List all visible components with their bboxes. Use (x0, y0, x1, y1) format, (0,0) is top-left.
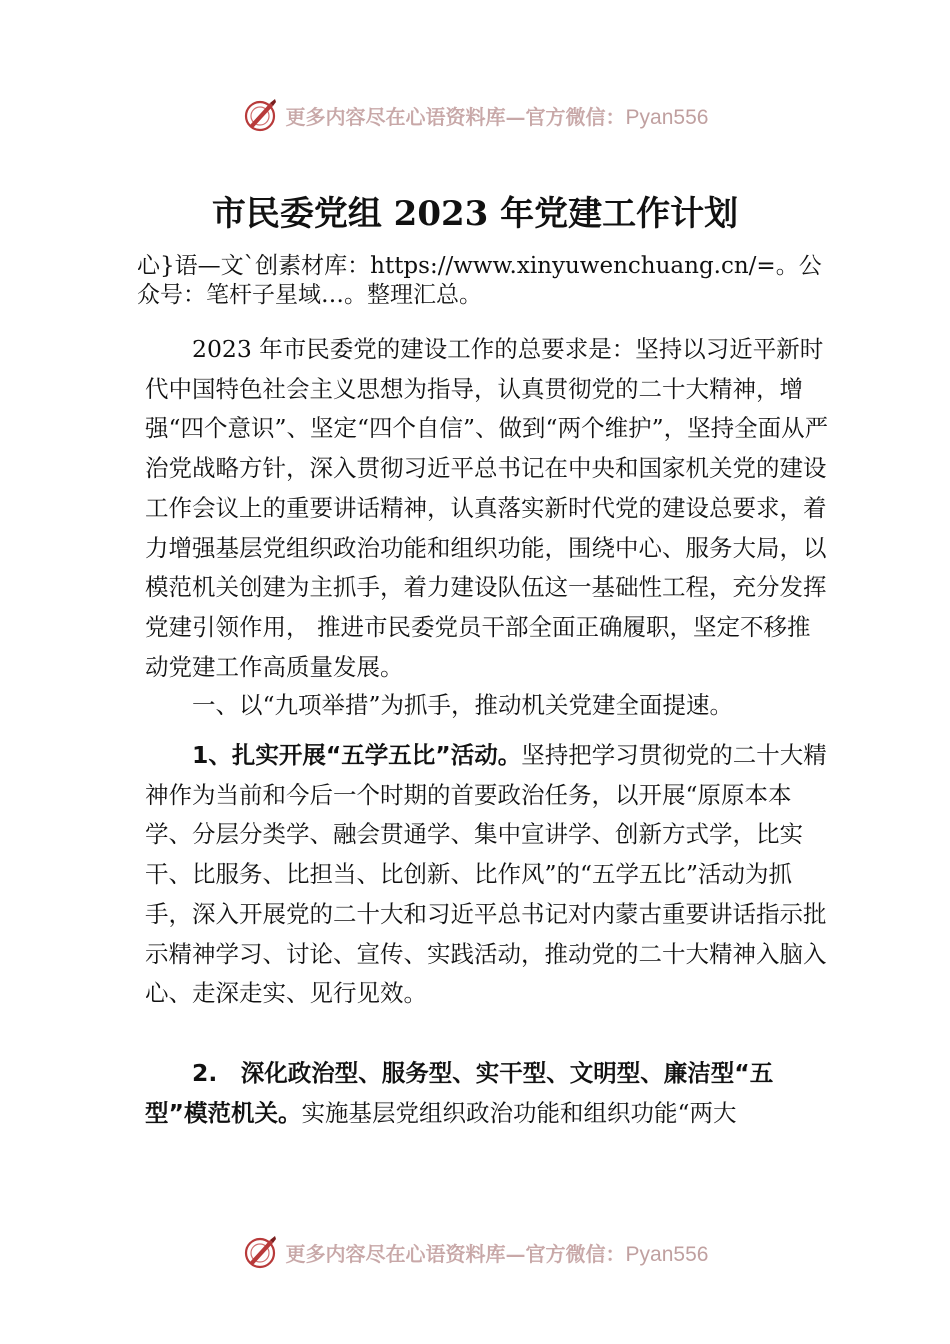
section-heading-1: 一、以“九项举措”为抓手，推动机关党建全面提速。 (192, 691, 734, 719)
item-1-paragraph (145, 736, 830, 1014)
header-watermark-banner (0, 93, 950, 137)
banner-wechat-id: Pyan556 (625, 1242, 709, 1266)
banner-text: 更多内容尽在心语资料库—官方微信：Pyan556 (285, 104, 709, 129)
banner-wechat-id: Pyan556 (625, 105, 709, 129)
footer-watermark-banner (0, 1230, 950, 1274)
item-1-title: 1、扎实开展“五学五比”活动。 (192, 741, 522, 769)
banner-text: 更多内容尽在心语资料库—官方微信：Pyan556 (285, 1241, 709, 1266)
document-title: 市民委党组 2023 年党建工作计划 (211, 194, 739, 234)
paragraph-intro: 2023 年市民委党的建设工作的总要求是：坚持以习近平新时代中国特色社会主义思想为指导，认真贯彻党的二十大精神，增强“四个意识”、坚定“四个自信”、做到“两个维护”，坚持全面从严治党战略方针，深入贯彻习近平总书记在中央和国家机关党的建设工作会议上的重要讲话精神，认真落实新时代党的建设总要求，着力增强基层党组织政治功能和组织功能，围绕中心、服务大局，以模范机关创建为主抓手，着力建设队伍这一基础性工程，充分发挥党建引领作用， 推进市民委党员干部全面正确履职，坚定不移推动党建工作高质量发展。 (145, 335, 829, 681)
item-2-title: 2. 深化政治型、服务型、实干型、文明型、廉洁型“五型”模范机关。 (145, 1059, 774, 1127)
item-2-paragraph (145, 1054, 830, 1133)
item-2-body: 实施基层党组织政治功能和组织功能“两大 (301, 1098, 737, 1127)
pen-seal-logo-icon (242, 1234, 278, 1270)
item-1-body: 坚持把学习贯彻党的二十大精神作为当前和今后一个时期的首要政治任务，以开展“原原本本学、分层分类学、融会贯通学、集中宣讲学、创新方式学，比实干、比服务、比担当、比创新、比作风”的“五学五比”活动为抓手，深入开展党的二十大和习近平总书记对内蒙古重要讲话指示批示精神学习、讨论、宣传、实践活动，推动党的二十大精神入脑入心、走深走实、见行见效。 (145, 741, 827, 1008)
source-line: 心}语—文`创素材库：https://www.xinyuwenchuang.cn/=。公众号：笔杆子星域…。整理汇总。 (137, 253, 822, 308)
pen-seal-logo-icon (242, 97, 278, 133)
